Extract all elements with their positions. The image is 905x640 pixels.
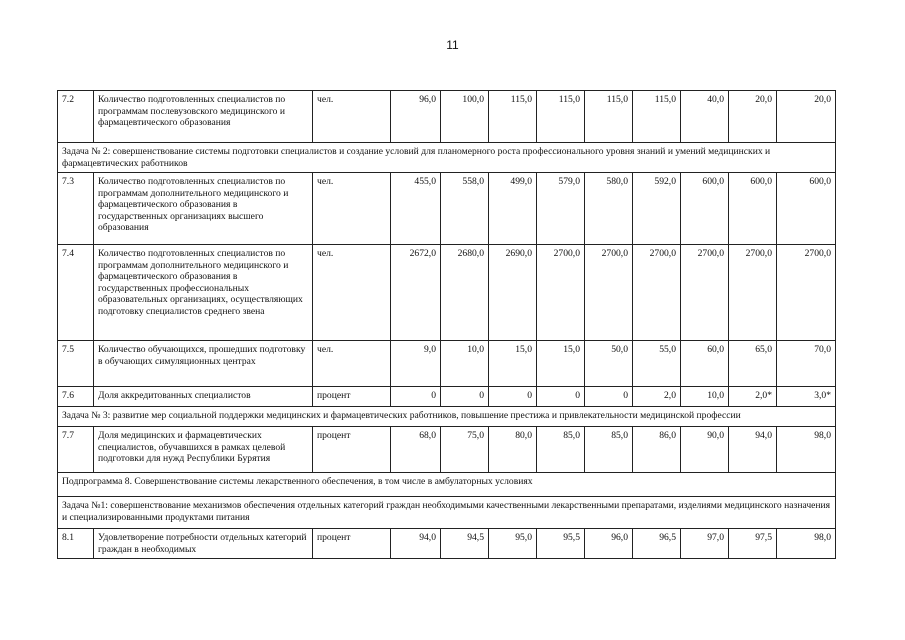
indicator-value: 15,0: [489, 341, 537, 387]
indicator-value: 2700,0: [537, 245, 585, 341]
indicator-row: [58, 387, 836, 407]
section-title: Задача №1: совершенствование механизмов обеспечения отдельных категорий граждан необходимыми качественными лекарственными препаратами, изделиями медицинского назначения и специализированными продуктами питания: [58, 497, 836, 529]
indicator-value: 558,0: [441, 173, 489, 245]
indicator-value: 579,0: [537, 173, 585, 245]
indicator-row: [58, 341, 836, 387]
indicator-value: 10,0: [441, 341, 489, 387]
indicator-value: 115,0: [537, 91, 585, 143]
indicator-value: 2672,0: [391, 245, 441, 341]
indicator-value: 97,5: [729, 529, 777, 559]
indicators-table: [57, 90, 836, 559]
indicator-unit: чел.: [313, 245, 391, 341]
indicator-row: [58, 427, 836, 473]
indicator-code: 7.7: [58, 427, 94, 473]
section-row: [58, 407, 836, 427]
indicator-value: 94,5: [441, 529, 489, 559]
indicator-value: 2700,0: [585, 245, 633, 341]
indicator-value: 20,0: [777, 91, 836, 143]
indicator-name: Доля аккредитованных специалистов: [94, 387, 313, 407]
indicator-row: [58, 529, 836, 559]
indicator-value: 95,5: [537, 529, 585, 559]
indicator-row: [58, 245, 836, 341]
indicator-value: 0: [391, 387, 441, 407]
indicator-value: 60,0: [681, 341, 729, 387]
indicator-name: Доля медицинских и фармацевтических специалистов, обучавшихся в рамках целевой подготовки для нужд Республики Бурятия: [94, 427, 313, 473]
indicator-value: 3,0*: [777, 387, 836, 407]
indicator-value: 2680,0: [441, 245, 489, 341]
indicator-value: 10,0: [681, 387, 729, 407]
indicator-value: 98,0: [777, 529, 836, 559]
indicator-code: 7.6: [58, 387, 94, 407]
indicator-value: 15,0: [537, 341, 585, 387]
indicator-value: 600,0: [777, 173, 836, 245]
indicator-value: 115,0: [489, 91, 537, 143]
indicator-value: 94,0: [391, 529, 441, 559]
indicator-unit: процент: [313, 387, 391, 407]
indicator-value: 98,0: [777, 427, 836, 473]
indicator-value: 600,0: [681, 173, 729, 245]
indicator-value: 0: [585, 387, 633, 407]
indicator-value: 40,0: [681, 91, 729, 143]
indicator-value: 499,0: [489, 173, 537, 245]
indicator-code: 7.5: [58, 341, 94, 387]
indicator-value: 2690,0: [489, 245, 537, 341]
indicator-value: 65,0: [729, 341, 777, 387]
indicator-name: Количество подготовленных специалистов по программам дополнительного медицинского и фармацевтического образования в государственных организациях высшего образования: [94, 173, 313, 245]
indicator-value: 96,0: [585, 529, 633, 559]
indicator-code: 7.4: [58, 245, 94, 341]
indicator-row: [58, 173, 836, 245]
section-title: Подпрограмма 8. Совершенствование системы лекарственного обеспечения, в том числе в амбулаторных условиях: [58, 473, 836, 497]
section-row: [58, 473, 836, 497]
indicator-value: 95,0: [489, 529, 537, 559]
indicator-code: 8.1: [58, 529, 94, 559]
section-title: Задача № 2: совершенствование системы подготовки специалистов и создание условий для планомерного роста профессионального уровня знаний и умений медицинских и фармацевтических работников: [58, 143, 836, 173]
indicator-value: 96,0: [391, 91, 441, 143]
indicator-value: 0: [489, 387, 537, 407]
indicator-name: Удовлетворение потребности отдельных категорий граждан в необходимых: [94, 529, 313, 559]
indicator-value: 0: [441, 387, 489, 407]
indicator-value: 85,0: [537, 427, 585, 473]
indicator-value: 2,0: [633, 387, 681, 407]
indicator-name: Количество обучающихся, прошедших подготовку в обучающих симуляционных центрах: [94, 341, 313, 387]
section-row: [58, 497, 836, 529]
page-number: 11: [446, 38, 459, 52]
indicator-value: 2,0*: [729, 387, 777, 407]
indicator-value: 70,0: [777, 341, 836, 387]
indicator-value: 115,0: [585, 91, 633, 143]
indicator-value: 68,0: [391, 427, 441, 473]
indicator-unit: процент: [313, 427, 391, 473]
indicator-unit: чел.: [313, 341, 391, 387]
indicator-value: 592,0: [633, 173, 681, 245]
indicator-value: 86,0: [633, 427, 681, 473]
indicator-value: 100,0: [441, 91, 489, 143]
indicator-value: 90,0: [681, 427, 729, 473]
indicator-row: [58, 91, 836, 143]
indicator-value: 20,0: [729, 91, 777, 143]
indicator-value: 2700,0: [633, 245, 681, 341]
indicator-unit: чел.: [313, 91, 391, 143]
indicator-value: 97,0: [681, 529, 729, 559]
indicator-value: 9,0: [391, 341, 441, 387]
indicator-value: 580,0: [585, 173, 633, 245]
indicator-value: 55,0: [633, 341, 681, 387]
indicator-value: 2700,0: [729, 245, 777, 341]
indicator-code: 7.3: [58, 173, 94, 245]
indicator-name: Количество подготовленных специалистов по программам дополнительного медицинского и фармацевтического образования в государственных профессиональных образовательных организациях, осуществляющих подготовку специалистов среднего звена: [94, 245, 313, 341]
indicator-value: 96,5: [633, 529, 681, 559]
indicator-value: 455,0: [391, 173, 441, 245]
section-title: Задача № 3: развитие мер социальной поддержки медицинских и фармацевтических работников, повышение престижа и привлекательности медицинской профессии: [58, 407, 836, 427]
indicator-value: 115,0: [633, 91, 681, 143]
indicator-value: 75,0: [441, 427, 489, 473]
indicator-value: 50,0: [585, 341, 633, 387]
indicator-unit: чел.: [313, 173, 391, 245]
indicator-value: 2700,0: [777, 245, 836, 341]
indicator-value: 600,0: [729, 173, 777, 245]
indicator-code: 7.2: [58, 91, 94, 143]
indicator-value: 80,0: [489, 427, 537, 473]
indicator-value: 0: [537, 387, 585, 407]
indicator-value: 2700,0: [681, 245, 729, 341]
section-row: [58, 143, 836, 173]
indicator-unit: процент: [313, 529, 391, 559]
indicator-name: Количество подготовленных специалистов по программам послевузовского медицинского и фармацевтического образования: [94, 91, 313, 143]
indicator-value: 85,0: [585, 427, 633, 473]
indicator-value: 94,0: [729, 427, 777, 473]
